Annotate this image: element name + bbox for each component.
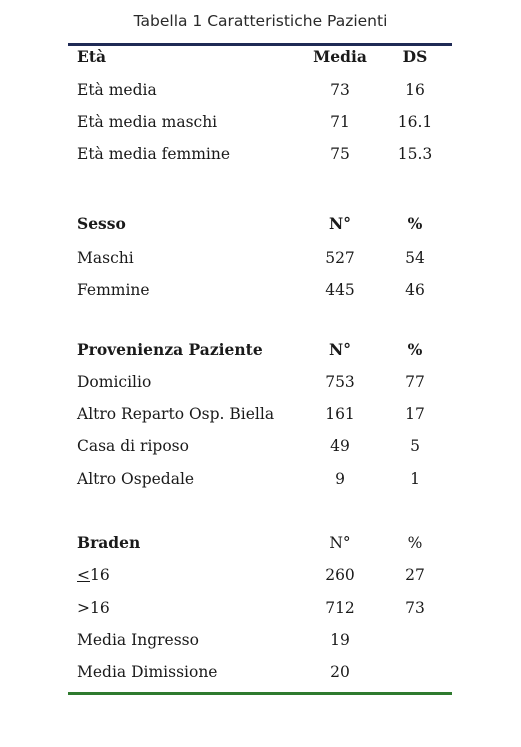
- row-value: 73: [405, 599, 425, 617]
- row-value: 161: [325, 405, 355, 423]
- row-label: Casa di riposo: [77, 437, 189, 455]
- header-col-percent: %: [407, 340, 423, 359]
- header-col-count: N°: [329, 340, 351, 359]
- header-col-mean: Media: [313, 47, 367, 66]
- row-label: Altro Ospedale: [77, 470, 195, 488]
- table-row: [0, 371, 521, 393]
- row-label: Età media maschi: [77, 113, 218, 131]
- header-label: Età: [77, 47, 107, 66]
- row-value: 753: [325, 373, 355, 391]
- table-row: [0, 247, 521, 269]
- row-value: 712: [325, 599, 355, 617]
- row-value: 46: [405, 281, 425, 299]
- table-row: [0, 279, 521, 301]
- row-label: Media Dimissione: [77, 663, 218, 681]
- row-value: 5: [410, 437, 420, 455]
- row-label: >16: [77, 599, 110, 617]
- section-header-braden: [0, 532, 521, 554]
- header-col-count: N°: [329, 534, 351, 552]
- row-value: 20: [330, 663, 350, 681]
- row-label: Altro Reparto Osp. Biella: [77, 405, 275, 423]
- section-header-sesso: [0, 213, 521, 235]
- table-row: [0, 403, 521, 425]
- row-value: 527: [325, 249, 355, 267]
- header-label: Braden: [77, 533, 141, 552]
- table-row: [0, 435, 521, 457]
- row-value: 1: [410, 470, 420, 488]
- table-row: [0, 661, 521, 683]
- less-equal-symbol: <: [77, 566, 90, 584]
- row-label: Età media: [77, 81, 157, 99]
- header-col-count: N°: [329, 214, 351, 233]
- table-row: [0, 143, 521, 165]
- row-value: 73: [330, 81, 350, 99]
- row-value: 16: [405, 81, 425, 99]
- header-col-percent: %: [407, 534, 423, 552]
- row-label: Maschi: [77, 249, 134, 267]
- section-header-provenienza: [0, 339, 521, 361]
- row-value: 77: [405, 373, 425, 391]
- row-label: Femmine: [77, 281, 150, 299]
- row-label: Età media femmine: [77, 145, 231, 163]
- header-label: Sesso: [77, 214, 126, 233]
- row-value: 27: [405, 566, 425, 584]
- row-label: Media Ingresso: [77, 631, 199, 649]
- table-row: [0, 564, 521, 586]
- row-value: 49: [330, 437, 350, 455]
- row-label: Domicilio: [77, 373, 152, 391]
- table-caption: Tabella 1 Caratteristiche Pazienti: [133, 12, 388, 30]
- header-label: Provenienza Paziente: [77, 340, 263, 359]
- table-row: [0, 468, 521, 490]
- row-value: 75: [330, 145, 350, 163]
- row-value: 71: [330, 113, 350, 131]
- row-value: 17: [405, 405, 425, 423]
- row-value: 19: [330, 631, 350, 649]
- row-label: [77, 564, 110, 586]
- row-value: 15.3: [397, 145, 433, 163]
- table-row: [0, 629, 521, 651]
- row-value: 260: [325, 566, 355, 584]
- header-col-percent: %: [407, 214, 423, 233]
- row-label-value: 16: [90, 566, 110, 584]
- table-row: [0, 79, 521, 101]
- row-value: 16.1: [397, 113, 433, 131]
- header-col-sd: DS: [402, 47, 428, 66]
- table-row: [0, 111, 521, 133]
- row-value: 445: [325, 281, 355, 299]
- row-value: 54: [405, 249, 425, 267]
- section-header-eta: [0, 46, 521, 68]
- table-row: [0, 597, 521, 619]
- table-bottom-rule: [68, 692, 452, 695]
- row-value: 9: [335, 470, 345, 488]
